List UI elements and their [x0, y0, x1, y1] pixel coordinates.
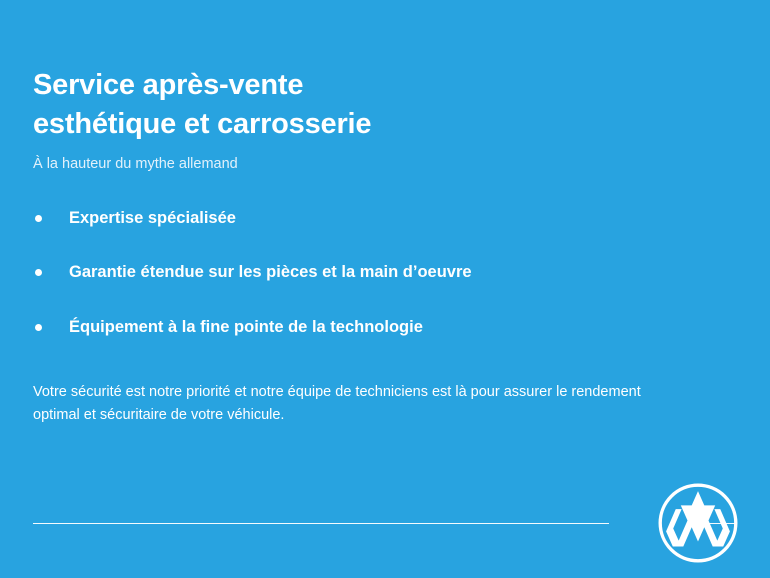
- page-title-line-2: esthétique et carrosserie: [33, 107, 372, 140]
- bullet-list: [33, 208, 730, 338]
- list-item: [33, 208, 730, 229]
- list-item: [33, 262, 730, 283]
- page-subtitle: À la hauteur du mythe allemand: [33, 156, 238, 173]
- page-title-line-1: Service après-vente: [33, 69, 304, 101]
- list-item-label: Expertise spécialisée: [69, 208, 236, 227]
- page-title: [33, 66, 730, 143]
- slide-footer: [33, 468, 737, 578]
- bullet-dot-icon: [35, 269, 42, 276]
- bullet-dot-icon: [35, 324, 42, 331]
- list-item: [33, 317, 730, 338]
- slide-content: [33, 66, 730, 426]
- body-paragraph: Votre sécurité est notre priorité et notre équipe de techniciens est là pour assurer le rendement optimal et sécuritaire de votre véhicule.: [33, 384, 641, 423]
- volkswagen-logo-icon: [656, 481, 740, 565]
- list-item-label: Équipement à la fine pointe de la technologie: [69, 317, 423, 336]
- bullet-dot-icon: [35, 215, 42, 222]
- list-item-label: Garantie étendue sur les pièces et la main d’oeuvre: [69, 263, 472, 282]
- footer-rule-left: [33, 523, 609, 524]
